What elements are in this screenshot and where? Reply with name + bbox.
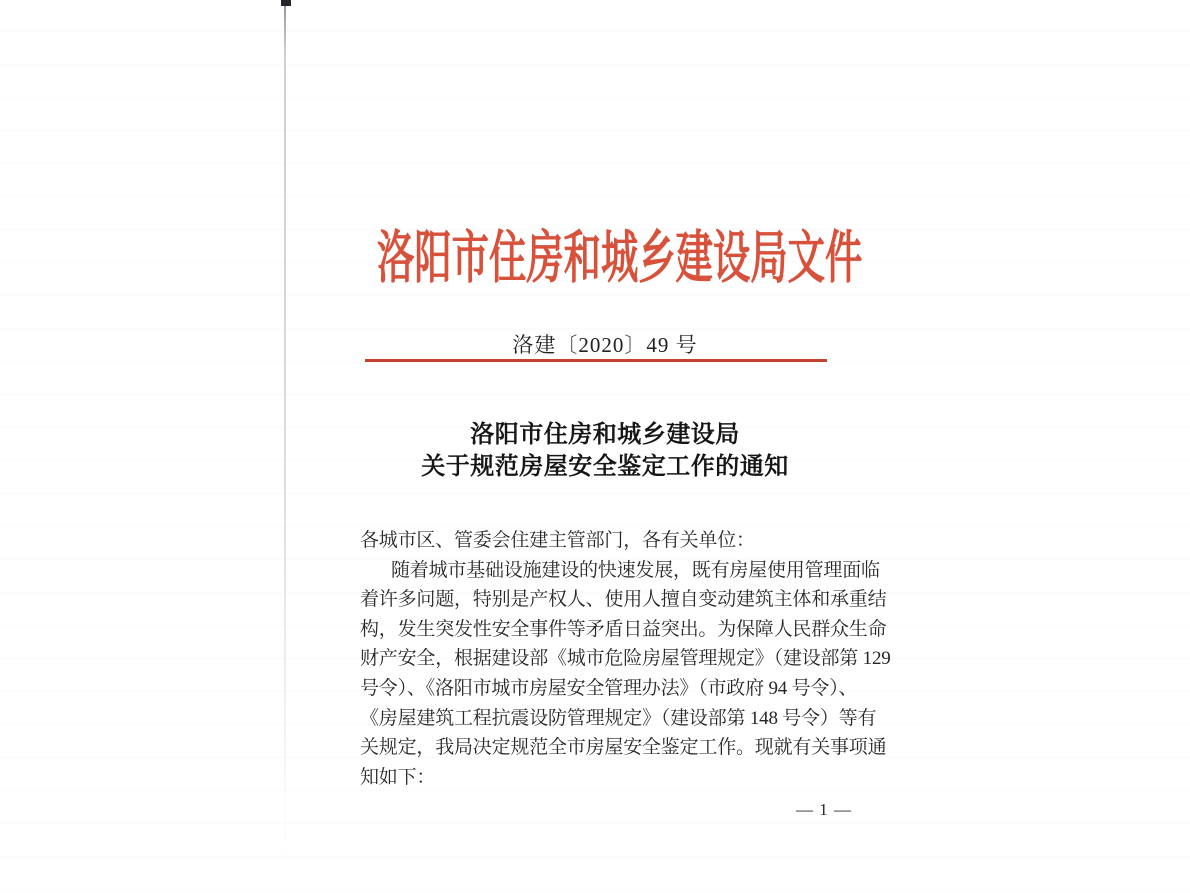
page-number: — 1 —	[796, 800, 852, 819]
subject-heading-line1: 洛阳市住房和城乡建设局	[470, 422, 740, 448]
subject-heading-line2: 关于规范房屋安全鉴定工作的通知	[421, 454, 789, 480]
body-line: 知如下：	[360, 766, 436, 788]
document-header	[377, 212, 863, 290]
body-line: 构，发生突发性安全事件等矛盾日益突出。为保障人民群众生命	[360, 618, 887, 640]
body-line: 着许多问题，特别是产权人、使用人擅自变动建筑主体和承重结	[360, 589, 887, 611]
body-line: 关规定，我局决定规范全市房屋安全鉴定工作。现就有关事项通	[360, 737, 887, 759]
salutation-line: 各城市区、管委会住建主管部门，各有关单位：	[360, 530, 755, 551]
body-line: 号令）、《洛阳市城市房屋安全管理办法》（市政府 94 号令）、	[360, 677, 858, 699]
page-corner-fold-mark	[281, 0, 291, 6]
subject-heading	[345, 419, 865, 483]
body-line: 《房屋建筑工程抗震设防管理规定》（建设部第 148 号令）等有	[360, 707, 877, 729]
page-left-edge	[284, 0, 286, 862]
body-line: 随着城市基础设施建设的快速发展，既有房屋使用管理面临	[391, 559, 880, 581]
header-red-rule	[365, 359, 827, 362]
agency-banner-title: 洛阳市住房和城乡建设局文件	[377, 227, 863, 290]
body-line: 财产安全，根据建设部《城市危险房屋管理规定》（建设部第 129	[360, 648, 891, 670]
document-body	[360, 526, 890, 792]
document-number: 洛建〔2020〕49 号	[512, 333, 698, 357]
